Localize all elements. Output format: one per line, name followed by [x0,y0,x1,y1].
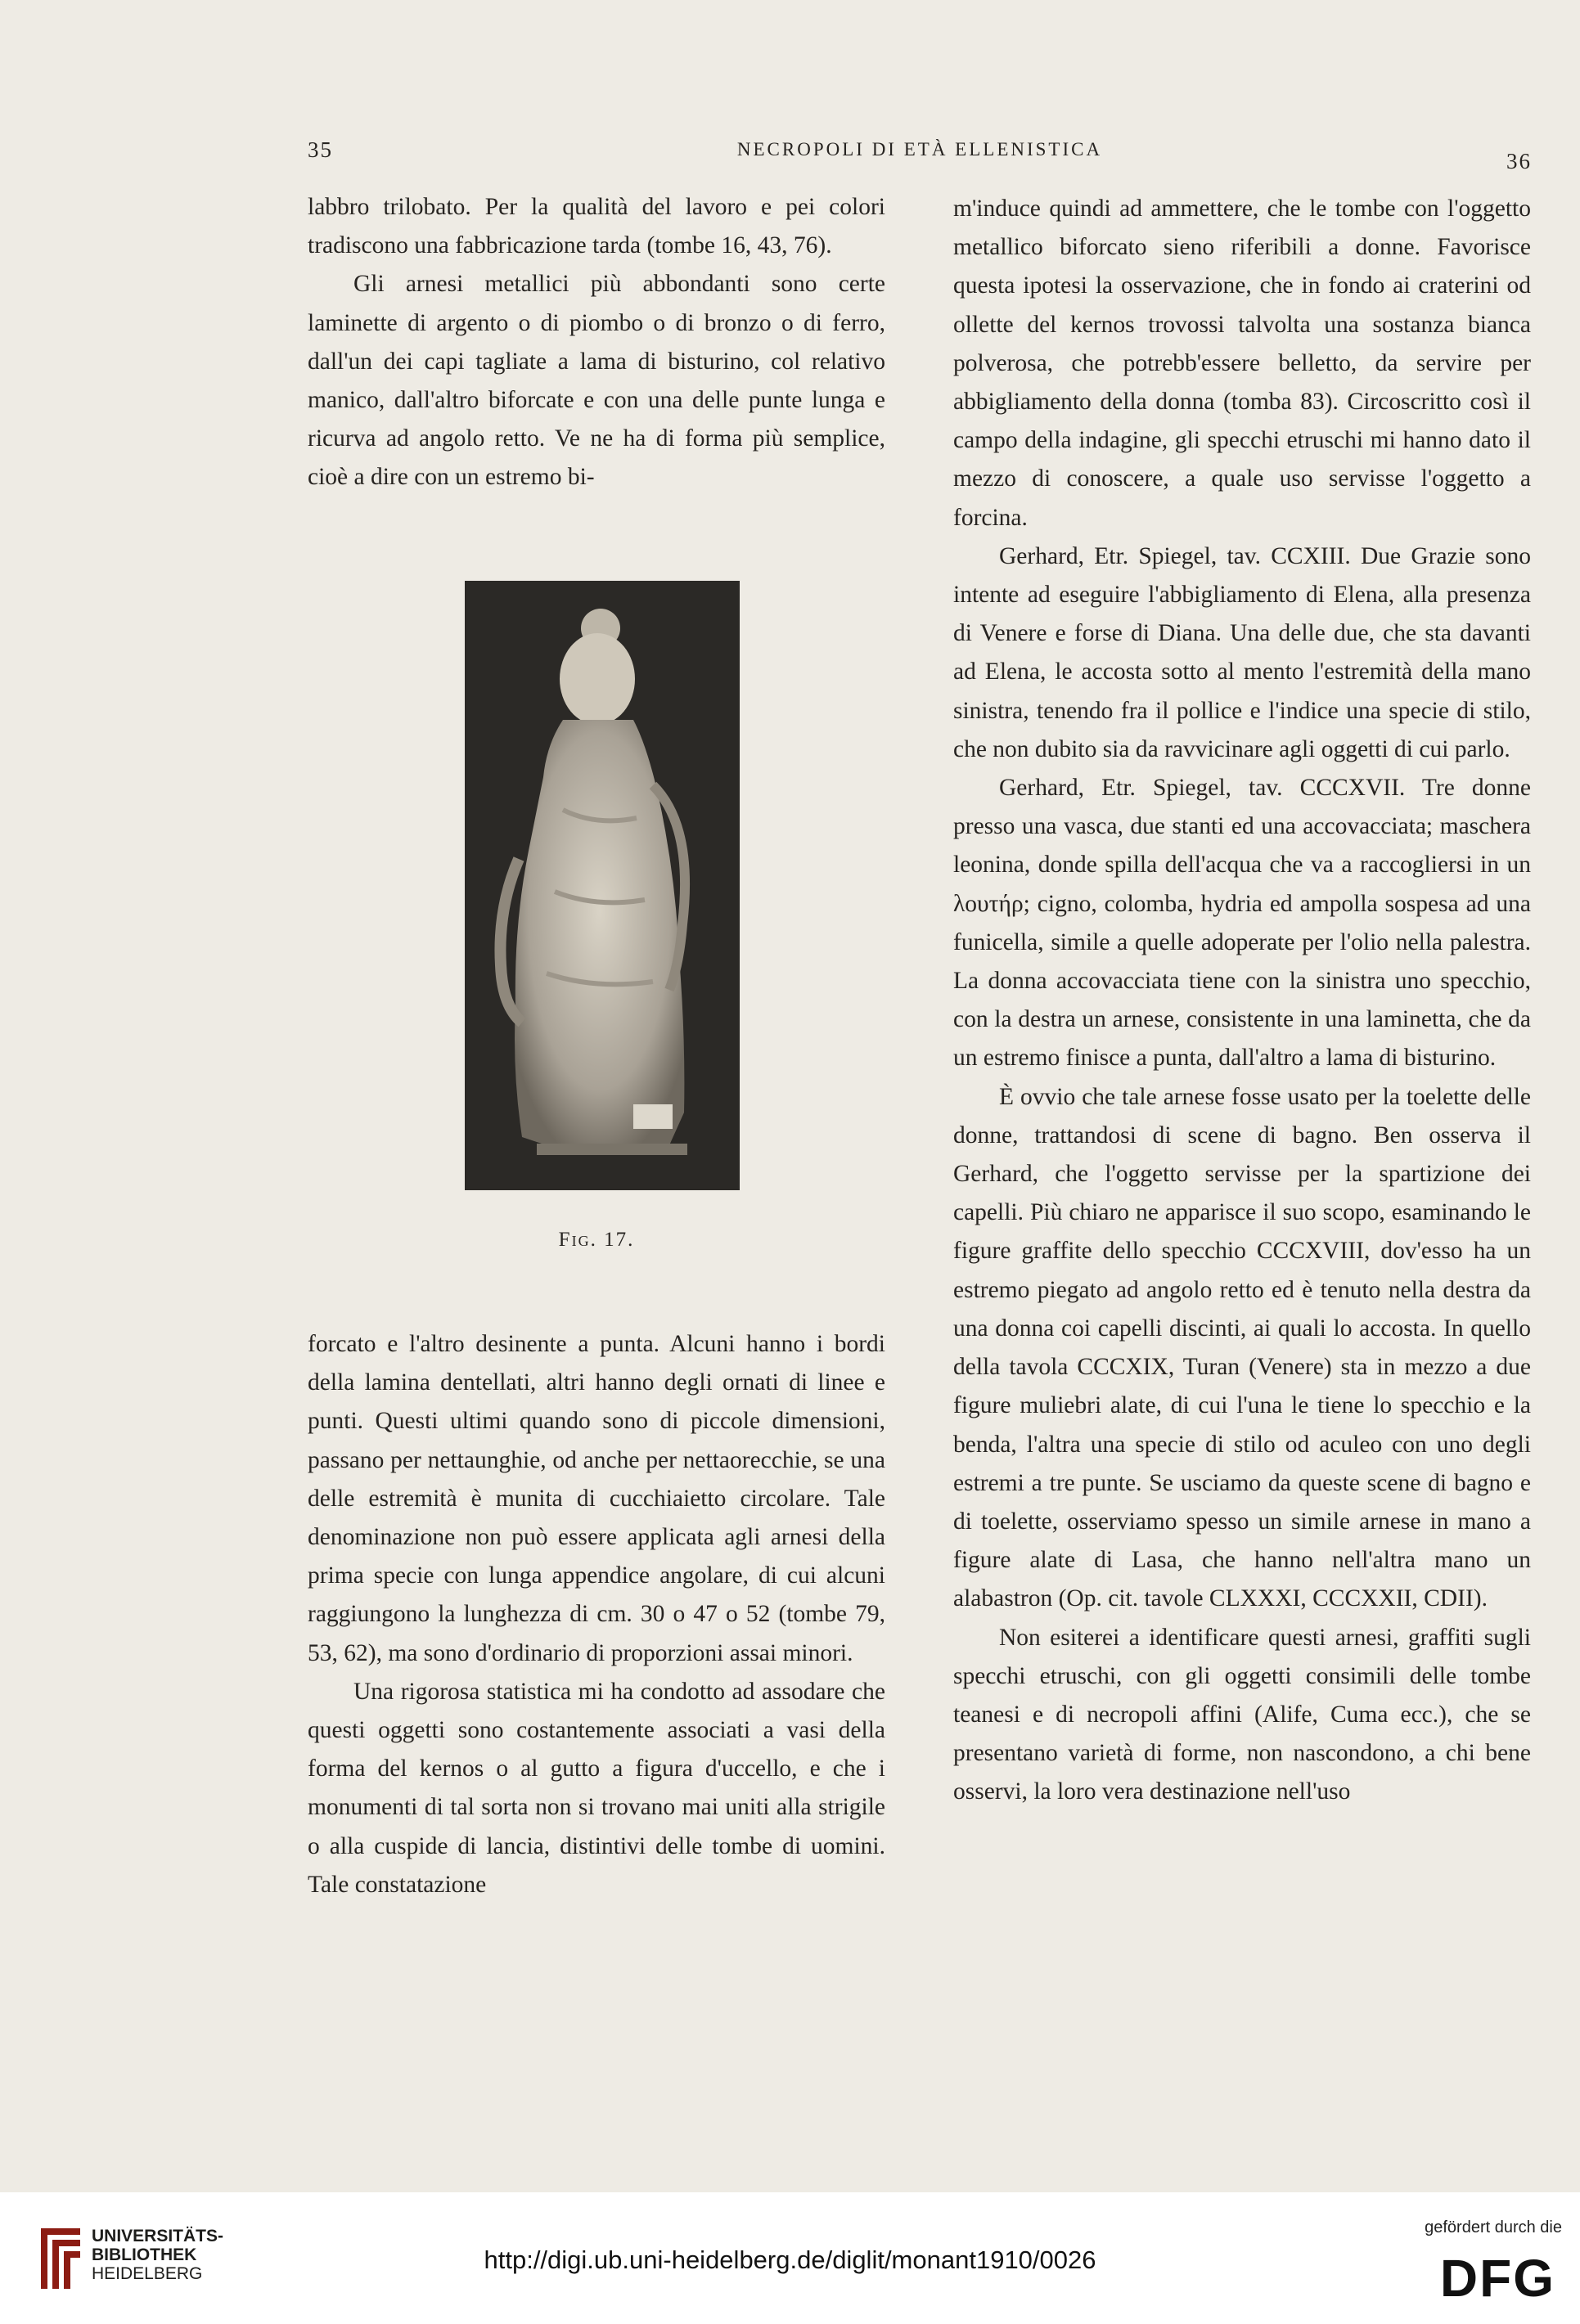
figure-caption: Fig. 17. [558,1229,635,1251]
library-line: BIBLIOTHEK [92,2245,197,2264]
paragraph: Non esiterei a identificare questi arnesi, graffiti sugli specchi etruschi, con gli oggetti consimili delle tombe teanesi e di necropoli affini (Alife, Cuma ecc.), che se presentano varietà di forme, non nascondono, a chi bene osservi, la loro vera destinazione nell'uso [953,1624,1531,1805]
running-header [308,137,1532,173]
page-number-right: 36 [1506,149,1532,173]
page-number-left: 35 [308,137,333,162]
paragraph: Gerhard, Etr. Spiegel, tav. CCXIII. Due Grazie sono intente ad eseguire l'abbigliamento di Elena, alla presenza di Venere e forse di Diana. Una delle due, che sta davanti ad Elena, le accosta sotto al mento l'estremità della mano sinistra, tenendo fra il pollice e l'indice una specie di stilo, che non dubito sia da ravvicinare agli oggetti di cui parlo. [953,542,1531,762]
figure-17-photo [465,581,740,1190]
right-column [953,190,1531,1812]
paragraph: Gli arnesi metallici più abbondanti sono certe laminette di argento o di piombo o di bronzo o di ferro, dall'un dei capi tagliate a lama di bisturino, col relativo manico, dall'altro biforcate e con una delle punte lunga e ricurva ad angolo retto. Ve ne ha di forma più semplice, cioè a dire con un estremo bi- [308,271,885,491]
paragraph: È ovvio che tale arnese fosse usato per la toelette delle donne, trattandosi di scene di bagno. Ben osserva il Gerhard, che l'oggetto servisse per la spartizione dei capelli. Più chiaro ne apparisce il suo scopo, esaminando le figure graffite dello specchio CCCXVIII, dov'esso ha un estremo piegato ad angolo retto ed è tenuto nella destra da una donna coi capelli discinti, ai quali lo accosta. In quello della tavola CCCXIX, Turan (Venere) sta in mezzo a due figure muliebri alate, di cui l'una le tiene lo specchio e la benda, l'altra una specie di stilo od aculeo con uno degli estremi a tre punte. Se usciamo da queste scene di bagno e di toelette, osserviamo spesso un simile arnese in mano a figure alate di Lasa, che hanno nell'altra mano un alabastron (Op. cit. tavole CLXXXI, CCCXXII, CDII). [953,1083,1531,1612]
funding-text: gefördert durch die [1425,2218,1562,2236]
dfg-logo: DFG [1439,2249,1555,2308]
permalink-url[interactable]: http://digi.ub.uni-heidelberg.de/diglit/monant1910/0026 [484,2245,1096,2274]
paragraph: Gerhard, Etr. Spiegel, tav. CCCXVII. Tre donne presso una vasca, due stanti ed una accovacciata; maschera leonina, donde spilla dell'acqua che va a raccogliersi in un λουτήρ; cigno, colomba, hydria ed ampolla sospesa ad una funicella, simile a quelle adoperate per l'olio nella palestra. La donna accovacciata tiene con la sinistra uno specchio, con la destra un arnese, consistente in una laminetta, che da un estremo finisce a punta, dall'altro a lama di bisturino. [953,775,1531,1072]
paragraph: forcato e l'altro desinente a punta. Alcuni hanno i bordi della lamina dentellati, altri hanno degli ornati di linee e punti. Questi ultimi quando sono di piccole dimensioni, passano per nettaunghie, od anche per nettaorecchie, se una delle estremità è munita di cucchiaietto circolare. Tale denominazione non può essere applicata agli arnesi della prima specie con lunga appendice angolare, di cui alcuni raggiungono la lunghezza di cm. 30 o 47 o 52 (tombe 79, 53, 62), ma sono d'ordinario di proporzioni assai minori. [308,1331,885,1666]
paragraph: Una rigorosa statistica mi ha condotto ad assodare che questi oggetti sono costantemente associati a vasi della forma del kernos o al gutto a figura d'uccello, e che i monumenti di tal sorta non si trovano mai uniti alla strigile o alla cuspide di lancia, distintivi delle tombe di uomini. Tale constatazione [308,1678,885,1898]
left-column-bottom [308,1325,885,1904]
paragraph: m'induce quindi ad ammettere, che le tombe con l'oggetto metallico biforcato sieno riferibili a donne. Favorisce questa ipotesi la osservazione, che in fondo ai craterini od ollette del kernos trovossi talvolta una sostanza bianca polverosa, che potrebb'essere belletto, da servire per abbigliamento della donna (tomba 83). Circoscritto così il campo della indagine, gli specchi etruschi mi hanno dato il mezzo di conoscere, a quale uso servisse l'oggetto a forcina. [953,196,1531,531]
left-column-top [308,188,885,497]
running-title: NECROPOLI DI ETÀ ELLENISTICA [736,139,1103,160]
paragraph: labbro trilobato. Per la qualità del lavoro e pei colori tradiscono una fabbricazione tarda (tombe 16, 43, 76). [308,194,885,259]
library-line: UNIVERSITÄTS- [92,2227,224,2245]
terracotta-statuette-icon [465,581,740,1190]
library-line: HEIDELBERG [92,2264,203,2283]
